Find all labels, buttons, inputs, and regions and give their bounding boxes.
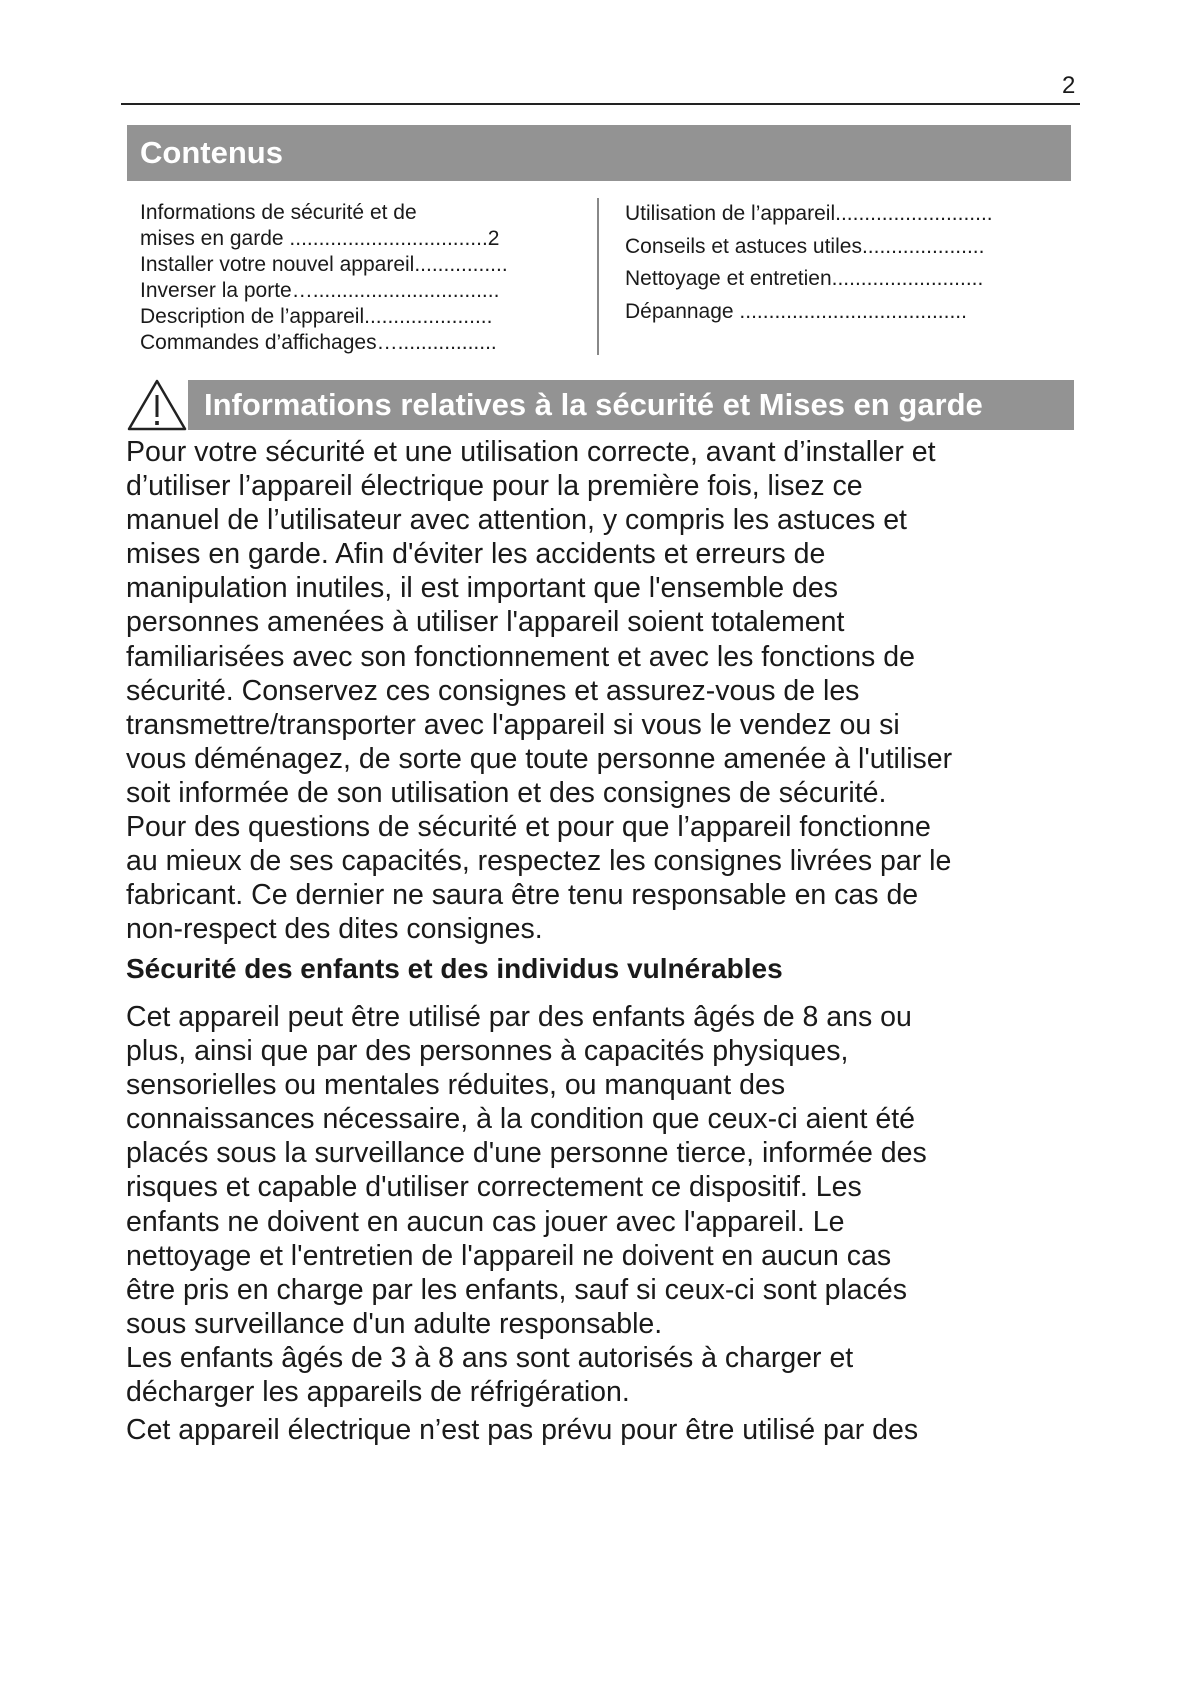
- toc-item[interactable]: Utilisation de l’appareil...........................: [625, 202, 993, 225]
- text-line: nettoyage et l'entretien de l'appareil ne doivent en aucun cas: [126, 1239, 892, 1272]
- text-line: Cet appareil peut être utilisé par des enfants âgés de 8 ans ou: [126, 1001, 912, 1033]
- contents-title: Contenus: [140, 135, 283, 170]
- text-line: Les enfants âgés de 3 à 8 ans sont autorisés à charger et: [126, 1341, 854, 1374]
- text-line: sous surveillance d'un adulte responsable.: [126, 1307, 663, 1340]
- text-line: familiarisées avec son fonctionnement et avec les fonctions de: [126, 640, 915, 673]
- text-line: décharger les appareils de réfrigération.: [126, 1376, 630, 1409]
- toc-item[interactable]: Conseils et astuces utiles.....................: [625, 234, 985, 258]
- toc-left-column: [140, 200, 508, 356]
- text-line: enfants ne doivent en aucun cas jouer avec l'appareil. Le: [126, 1205, 845, 1238]
- toc-item[interactable]: Informations de sécurité et de: [140, 201, 417, 224]
- toc-right-column: [625, 198, 993, 328]
- text-line: plus, ainsi que par des personnes à capacités physiques,: [126, 1035, 849, 1068]
- text-line: personnes amenées à utiliser l'appareil soient totalement: [126, 606, 845, 639]
- text-line: transmettre/transporter avec l'appareil si vous le vendez ou si: [126, 708, 900, 741]
- warning-triangle-icon: [126, 378, 188, 432]
- appliance-usage-paragraph: [126, 1413, 918, 1447]
- toc-item[interactable]: Inverser la porte…................................: [140, 279, 500, 302]
- safety-intro-paragraph: [126, 435, 952, 946]
- toc-item[interactable]: Installer votre nouvel appareil................: [140, 253, 508, 276]
- toc-item[interactable]: mises en garde ..................................2: [140, 227, 500, 250]
- contents-heading-bar: [127, 125, 1071, 181]
- header-rule: [121, 103, 1080, 105]
- safety-heading-bar: [188, 380, 1074, 430]
- text-line: au mieux de ses capacités, respectez les consignes livrées par le: [126, 845, 952, 878]
- text-line: risques et capable d'utiliser correctement ce dispositif. Les: [126, 1171, 862, 1204]
- text-line: non-respect des dites consignes.: [126, 913, 543, 946]
- text-line: mises en garde. Afin d'éviter les accidents et erreurs de: [126, 538, 826, 571]
- toc-item[interactable]: Dépannage .......................................: [625, 299, 967, 323]
- toc-item[interactable]: Description de l’appareil......................: [140, 305, 493, 328]
- page-number: 2: [1062, 72, 1076, 99]
- text-line: vous déménagez, de sorte que toute personne amenée à l'utiliser: [126, 742, 953, 775]
- toc-divider: [597, 198, 599, 355]
- text-line: manuel de l’utilisateur avec attention, y compris les astuces et: [126, 504, 907, 537]
- text-line: sécurité. Conservez ces consignes et assurez-vous de les: [126, 674, 860, 707]
- text-line: être pris en charge par les enfants, sauf si ceux-ci sont placés: [126, 1273, 907, 1306]
- text-line: Cet appareil électrique n’est pas prévu pour être utilisé par des: [126, 1414, 919, 1446]
- text-line: Pour votre sécurité et une utilisation correcte, avant d’installer et: [126, 436, 936, 468]
- text-line: d’utiliser l’appareil électrique pour la première fois, lisez ce: [126, 470, 863, 503]
- toc-item[interactable]: Nettoyage et entretien..........................: [625, 267, 984, 290]
- text-line: sensorielles ou mentales réduites, ou manquant des: [126, 1069, 786, 1102]
- text-line: manipulation inutiles, il est important que l'ensemble des: [126, 572, 838, 605]
- text-line: connaissances nécessaire, à la condition que ceux-ci aient été: [126, 1103, 915, 1136]
- toc-item[interactable]: Commandes d’affichages….................: [140, 331, 497, 354]
- safety-heading: Informations relatives à la sécurité et Mises en garde: [204, 387, 983, 422]
- children-safety-subheading: Sécurité des enfants et des individus vulnérables: [126, 953, 783, 984]
- text-line: placés sous la surveillance d'une personne tierce, informée des: [126, 1137, 927, 1170]
- text-line: fabricant. Ce dernier ne saura être tenu responsable en cas de: [126, 879, 919, 912]
- children-safety-paragraph: [126, 1000, 927, 1409]
- text-line: Pour des questions de sécurité et pour que l’appareil fonctionne: [126, 811, 931, 844]
- text-line: soit informée de son utilisation et des consignes de sécurité.: [126, 776, 887, 809]
